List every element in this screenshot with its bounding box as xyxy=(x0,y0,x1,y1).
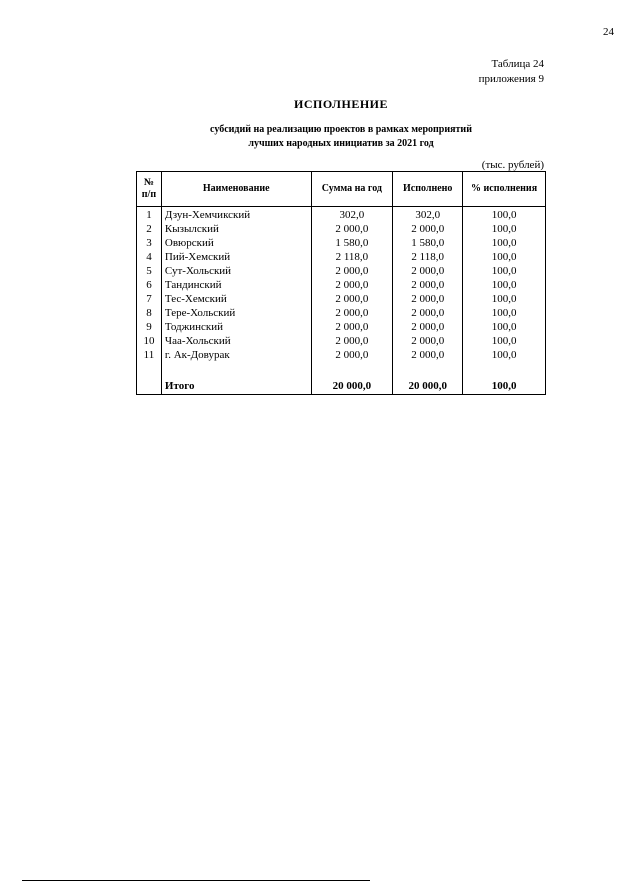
row-annual-sum: 302,0 xyxy=(311,207,393,223)
spacer-row xyxy=(137,362,546,378)
row-executed: 2 000,0 xyxy=(393,348,463,362)
row-executed: 2 000,0 xyxy=(393,306,463,320)
row-annual-sum: 2 000,0 xyxy=(311,334,393,348)
row-executed: 2 000,0 xyxy=(393,320,463,334)
footer-divider xyxy=(22,880,370,881)
row-name: Овюрский xyxy=(161,236,311,250)
row-executed: 1 580,0 xyxy=(393,236,463,250)
total-executed: 20 000,0 xyxy=(393,378,463,395)
row-percent: 100,0 xyxy=(463,236,546,250)
table-row xyxy=(137,264,546,278)
row-name: Кызылский xyxy=(161,222,311,236)
header-number: № п/п xyxy=(137,172,162,207)
table-row xyxy=(137,348,546,362)
row-annual-sum: 2 000,0 xyxy=(311,292,393,306)
row-name: Чаа-Хольский xyxy=(161,334,311,348)
row-executed: 302,0 xyxy=(393,207,463,223)
total-percent: 100,0 xyxy=(463,378,546,395)
row-executed: 2 000,0 xyxy=(393,264,463,278)
document-subtitle-line2: лучших народных инициатив за 2021 год xyxy=(248,138,434,149)
row-executed: 2 000,0 xyxy=(393,222,463,236)
row-annual-sum: 2 000,0 xyxy=(311,320,393,334)
row-executed: 2 000,0 xyxy=(393,278,463,292)
table-reference-line1: Таблица 24 xyxy=(491,58,544,70)
row-percent: 100,0 xyxy=(463,348,546,362)
row-percent: 100,0 xyxy=(463,207,546,223)
page-number: 24 xyxy=(603,26,614,38)
header-annual-sum: Сумма на год xyxy=(311,172,393,207)
table-row xyxy=(137,334,546,348)
row-executed: 2 000,0 xyxy=(393,334,463,348)
row-name: Пий-Хемский xyxy=(161,250,311,264)
row-number: 10 xyxy=(137,334,162,348)
units-label: (тыс. рублей) xyxy=(481,159,544,171)
table-row xyxy=(137,278,546,292)
row-name: г. Ак-Довурак xyxy=(161,348,311,362)
row-number: 2 xyxy=(137,222,162,236)
table-row xyxy=(137,222,546,236)
row-annual-sum: 2 000,0 xyxy=(311,348,393,362)
row-number: 11 xyxy=(137,348,162,362)
row-number: 7 xyxy=(137,292,162,306)
row-number: 5 xyxy=(137,264,162,278)
row-percent: 100,0 xyxy=(463,334,546,348)
row-number: 9 xyxy=(137,320,162,334)
row-annual-sum: 2 118,0 xyxy=(311,250,393,264)
row-executed: 2 000,0 xyxy=(393,292,463,306)
row-percent: 100,0 xyxy=(463,222,546,236)
row-percent: 100,0 xyxy=(463,320,546,334)
row-name: Дзун-Хемчикский xyxy=(161,207,311,223)
table-header-row xyxy=(137,172,546,207)
row-number: 4 xyxy=(137,250,162,264)
row-percent: 100,0 xyxy=(463,264,546,278)
row-number: 8 xyxy=(137,306,162,320)
row-number: 3 xyxy=(137,236,162,250)
table-reference xyxy=(479,57,544,87)
row-name: Тандинский xyxy=(161,278,311,292)
document-subtitle xyxy=(0,123,640,151)
table-row xyxy=(137,207,546,223)
total-row xyxy=(137,378,546,395)
header-percent: % исполнения xyxy=(463,172,546,207)
row-percent: 100,0 xyxy=(463,250,546,264)
table-row xyxy=(137,306,546,320)
row-percent: 100,0 xyxy=(463,278,546,292)
table-row xyxy=(137,236,546,250)
row-annual-sum: 2 000,0 xyxy=(311,222,393,236)
row-percent: 100,0 xyxy=(463,292,546,306)
table-reference-line2: приложения 9 xyxy=(478,73,544,85)
table-row xyxy=(137,250,546,264)
row-annual-sum: 2 000,0 xyxy=(311,278,393,292)
header-executed: Исполнено xyxy=(393,172,463,207)
row-number: 6 xyxy=(137,278,162,292)
row-annual-sum: 1 580,0 xyxy=(311,236,393,250)
row-name: Тоджинский xyxy=(161,320,311,334)
total-label: Итого xyxy=(161,378,311,395)
document-title: ИСПОЛНЕНИЕ xyxy=(293,97,389,111)
document-subtitle-line1: субсидий на реализацию проектов в рамках мероприятий xyxy=(210,124,472,135)
table-row xyxy=(137,292,546,306)
row-number: 1 xyxy=(137,207,162,223)
row-executed: 2 118,0 xyxy=(393,250,463,264)
total-sum: 20 000,0 xyxy=(311,378,393,395)
row-name: Тес-Хемский xyxy=(161,292,311,306)
row-annual-sum: 2 000,0 xyxy=(311,306,393,320)
table-row xyxy=(137,320,546,334)
row-name: Сут-Хольский xyxy=(161,264,311,278)
row-annual-sum: 2 000,0 xyxy=(311,264,393,278)
row-name: Тере-Хольский xyxy=(161,306,311,320)
header-name: Наименование xyxy=(161,172,311,207)
subsidy-execution-table xyxy=(136,171,546,395)
row-percent: 100,0 xyxy=(463,306,546,320)
